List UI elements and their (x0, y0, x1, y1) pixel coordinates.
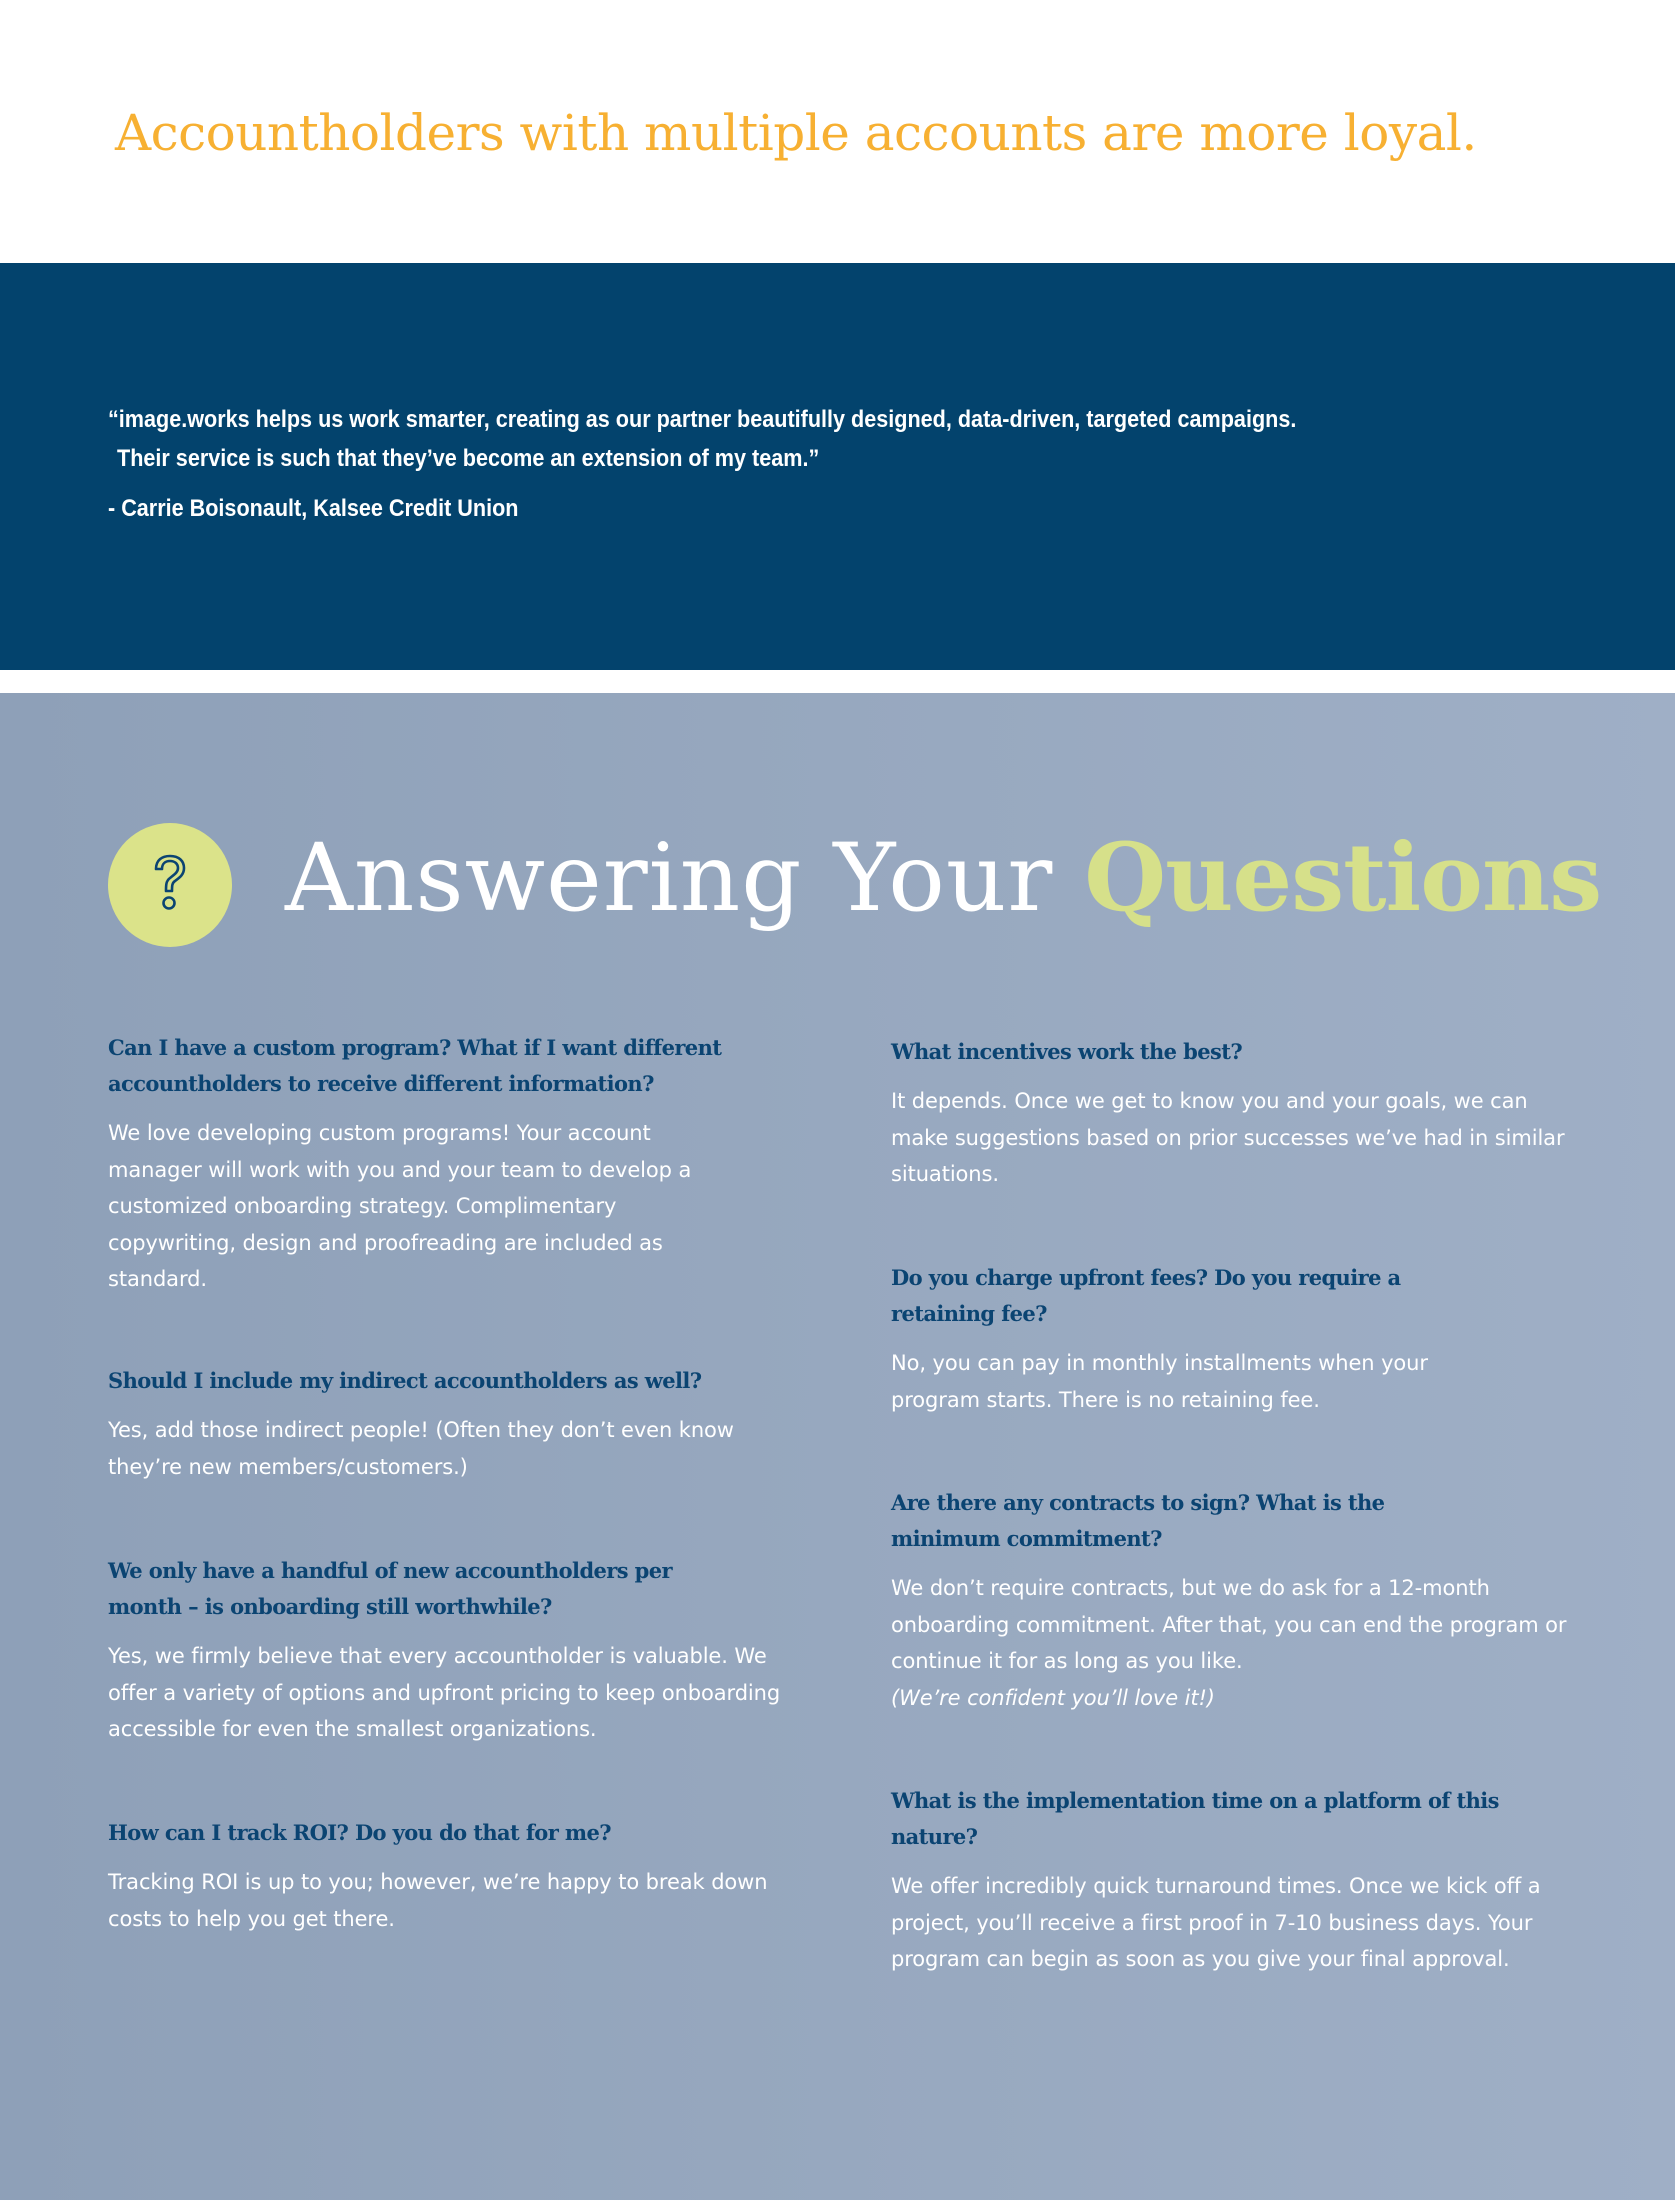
faq-answer: Yes, add those indirect people! (Often they don’t even know they’re new members/customers.) (108, 1418, 734, 1479)
faq-question: We only have a handful of new accountholders per month – is onboarding still worthwhile? (108, 1558, 672, 1619)
faq-question: Should I include my indirect accountholders as well? (108, 1368, 702, 1393)
faq-title-accent: Questions (1084, 823, 1602, 933)
testimonial-quote-line-1: “image.works helps us work smarter, creating as our partner beautifully designed, data-driven, targeted campaigns. (108, 406, 1297, 433)
faq-answer: Tracking ROI is up to you; however, we’re happy to break down costs to help you get there. (108, 1870, 768, 1931)
faq-title-light: Answering Your (285, 824, 1054, 933)
testimonial-band (0, 263, 1675, 670)
faq-item (108, 1815, 808, 1937)
faq-answer (891, 1570, 1571, 1716)
faq-item (891, 1783, 1591, 1978)
faq-answer: We love developing custom programs! Your account manager will work with you and your team to develop a customized onboarding strategy. Complimentary copywriting, design and proofreading are included as standard. (108, 1121, 692, 1291)
faq-question: How can I track ROI? Do you do that for me? (108, 1820, 611, 1845)
headline-band (0, 0, 1675, 263)
faq-item (108, 1030, 808, 1298)
faq-question: What is the implementation time on a platform of this nature? (891, 1788, 1499, 1849)
faq-answer: Yes, we firmly believe that every accountholder is valuable. We offer a variety of options and upfront pricing to keep onboarding accessible for even the smallest organizations. (108, 1644, 781, 1741)
faq-section (0, 693, 1675, 2200)
faq-item (108, 1553, 808, 1748)
testimonial-attribution: - Carrie Boisonault, Kalsee Credit Union (108, 495, 519, 522)
testimonial-quote-line-2: Their service is such that they’ve become an extension of my team.” (117, 445, 820, 472)
faq-question: Are there any contracts to sign? What is the minimum commitment? (891, 1490, 1385, 1551)
faq-answer: No, you can pay in monthly installments when your program starts. There is no retaining fee. (891, 1351, 1428, 1412)
question-mark-icon (108, 823, 232, 947)
faq-answer: It depends. Once we get to know you and your goals, we can make suggestions based on prior successes we’ve had in similar situations. (891, 1089, 1565, 1186)
section-divider (0, 670, 1675, 693)
faq-item (891, 1485, 1591, 1716)
faq-answer: We offer incredibly quick turnaround times. Once we kick off a project, you’ll receive a first proof in 7-10 business days. Your program can begin as soon as you give your final approval. (891, 1874, 1541, 1971)
faq-question: Can I have a custom program? What if I want different accountholders to receive different information? (108, 1035, 722, 1096)
testimonial-quote (108, 400, 1440, 478)
question-mark-glyph-icon (150, 853, 190, 917)
faq-answer-text: We don’t require contracts, but we do ask for a 12-month onboarding commitment. After that, you can end the program or continue it for as long as you like. (891, 1576, 1567, 1673)
headline: Accountholders with multiple accounts are more loyal. (115, 104, 1477, 162)
faq-item (891, 1034, 1591, 1193)
faq-title (285, 818, 1601, 939)
faq-question: Do you charge upfront fees? Do you require a retaining fee? (891, 1265, 1401, 1326)
faq-item (108, 1363, 808, 1485)
faq-item (891, 1260, 1591, 1418)
faq-question: What incentives work the best? (891, 1039, 1243, 1064)
faq-answer-italic: (We’re confident you’ll love it!) (891, 1685, 1215, 1710)
